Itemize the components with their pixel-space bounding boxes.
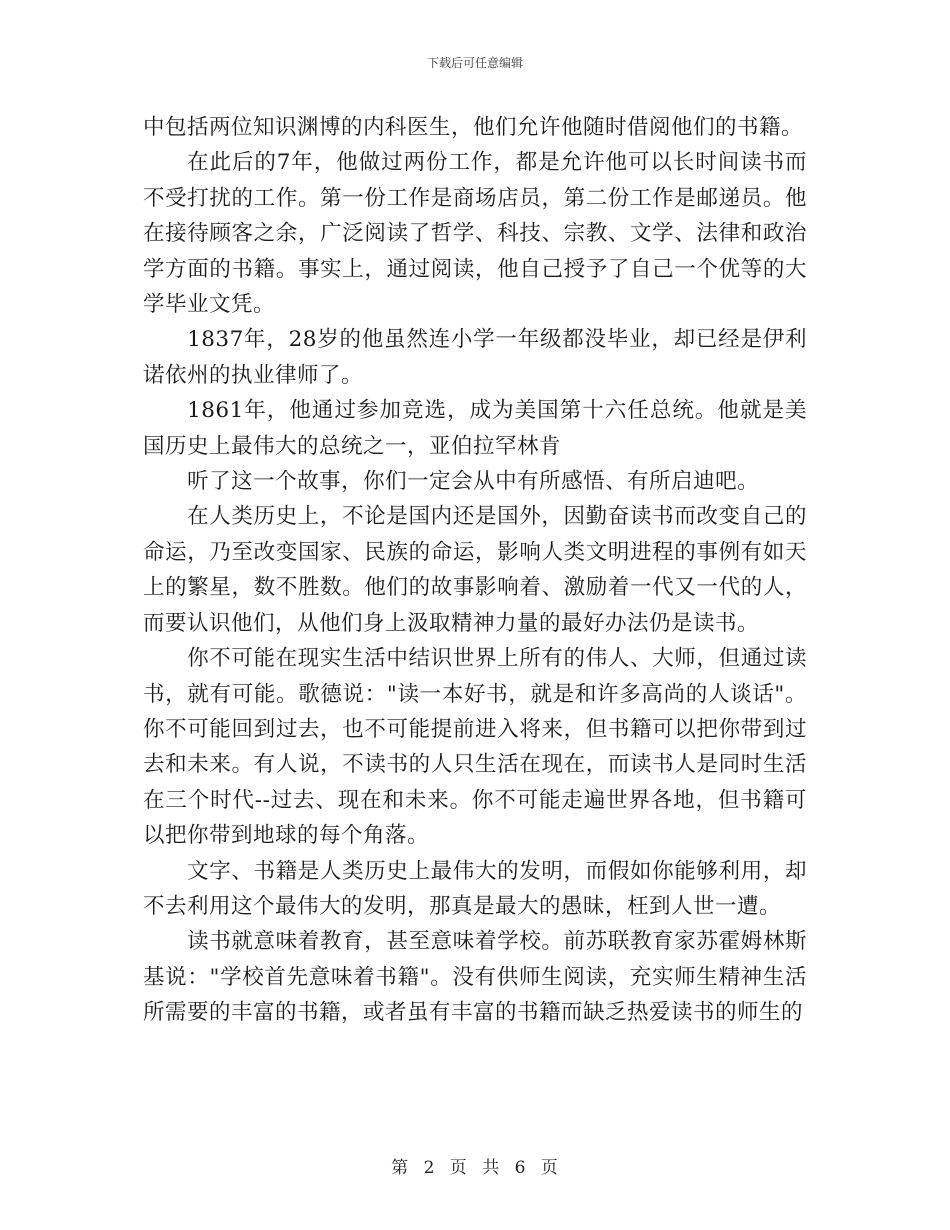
document-body <box>143 110 807 1031</box>
paragraph-3: 1837年，28岁的他虽然连小学一年级都没毕业，却已经是伊利诺依州的执业律师了。 <box>143 327 807 388</box>
footer-label-page: 第 <box>391 1158 410 1178</box>
paragraph-4: 1861年，他通过参加竞选，成为美国第十六任总统。他就是美国历史上最伟大的总统之一，亚伯拉罕林肯 <box>143 398 807 459</box>
paragraph-5: 听了这一个故事，你们一定会从中有所感悟、有所启迪吧。 <box>187 469 760 495</box>
paragraph-1: 中包括两位知识渊博的内科医生，他们允许他随时借阅他们的书籍。 <box>143 115 804 140</box>
footer-label-unit: 页 <box>449 1158 468 1178</box>
page-number-footer <box>0 1153 950 1178</box>
paragraph-6: 在人类历史上，不论是国内还是国外，因勤奋读书而改变自己的命运，乃至改变国家、民族的命运，影响人类文明进程的事例有如天上的繁星，数不胜数。他们的故事影响着、激励着一代又一代的人，而要认识他们，从他们身上汲取精神力量的最好办法仍是读书。 <box>143 504 807 636</box>
paragraph-2: 在此后的7年，他做过两份工作，都是允许他可以长时间读书而不受打扰的工作。第一份工作是商场店员，第二份工作是邮递员。他在接待顾客之余，广泛阅读了哲学、科技、宗教、文学、法律和政治学方面的书籍。事实上，通过阅读，他自己授予了自己一个优等的大学毕业文凭。 <box>143 150 807 318</box>
paragraph-7: 你不可能在现实生活中结识世界上所有的伟人、大师，但通过读书，就有可能。歌德说："读一本好书，就是和许多高尚的人谈话"。你不可能回到过去，也不可能提前进入将来，但书籍可以把你带到过去和未来。有人说，不读书的人只生活在现在，而读书人是同时生活在三个时代--过去、现在和未来。你不可能走遍世界各地，但书籍可以把你带到地球的每个角落。 <box>143 646 807 849</box>
footer-label-total: 共 <box>482 1158 501 1178</box>
paragraph-9: 读书就意味着教育，甚至意味着学校。前苏联教育家苏霍姆林斯基说："学校首先意味着书籍"。没有供师生阅读，充实师生精神生活所需要的丰富的书籍，或者虽有丰富的书籍而缺乏热爱读书的师生的 <box>143 929 807 1026</box>
paragraph-8: 文字、书籍是人类历史上最伟大的发明，而假如你能够利用，却不去利用这个最伟大的发明，那真是最大的愚昧，枉到人世一遭。 <box>143 858 807 919</box>
footer-current-page: 2 <box>423 1158 436 1178</box>
footer-total-pages: 6 <box>514 1158 527 1178</box>
footer-label-unit-2: 页 <box>540 1158 559 1178</box>
page-header-note: 下载后可任意编辑 <box>426 56 523 70</box>
